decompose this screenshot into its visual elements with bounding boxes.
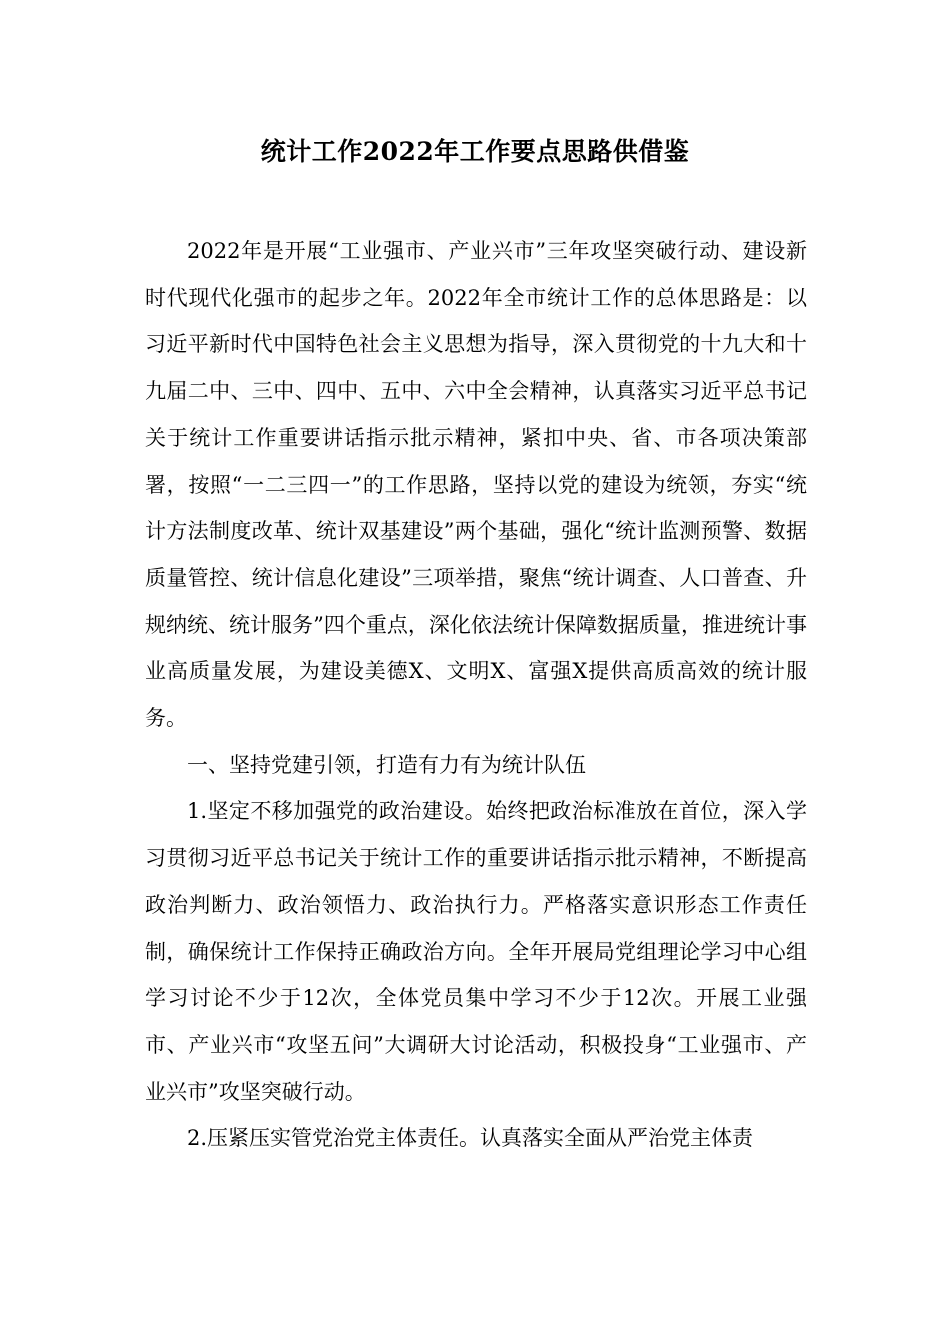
section-heading: 一、坚持党建引领，打造有力有为统计队伍 bbox=[187, 752, 586, 777]
document-body bbox=[145, 228, 807, 1162]
document-title: 统计工作2022年工作要点思路供借鉴 bbox=[260, 137, 690, 166]
intro-paragraph: 2022年是开展“工业强市、产业兴市”三年攻坚突破行动、建设新时代现代化强市的起步之年。2022年全市统计工作的总体思路是：以习近平新时代中国特色社会主义思想为指导，深入贯彻党的十九大和十九届二中、三中、四中、五中、六中全会精神，认真落实习近平总书记关于统计工作重要讲话指示批示精神，紧扣中央、省、市各项决策部署，按照“一二三四一”的工作思路，坚持以党的建设为统领，夯实“统计方法制度改革、统计双基建设”两个基础，强化“统计监测预警、数据质量管控、统计信息化建设”三项举措，聚焦“统计调查、人口普查、升规纳统、统计服务”四个重点，深化依法统计保障数据质量，推进统计事业高质量发展，为建设美德X、文明X、富强X提供高质高效的统计服务。 bbox=[145, 239, 807, 731]
item-paragraph-1: 1.坚定不移加强党的政治建设。始终把政治标准放在首位，深入学习贯彻习近平总书记关于统计工作的重要讲话指示批示精神，不断提高政治判断力、政治领悟力、政治执行力。严格落实意识形态工作责任制，确保统计工作保持正确政治方向。全年开展局党组理论学习中心组学习讨论不少于12次，全体党员集中学习不少于12次。开展工业强市、产业兴市“攻坚五问”大调研大讨论活动，积极投身“工业强市、产业兴市”攻坚突破行动。 bbox=[145, 799, 807, 1104]
item-paragraph-2: 2.压紧压实管党治党主体责任。认真落实全面从严治党主体责 bbox=[187, 1126, 754, 1151]
